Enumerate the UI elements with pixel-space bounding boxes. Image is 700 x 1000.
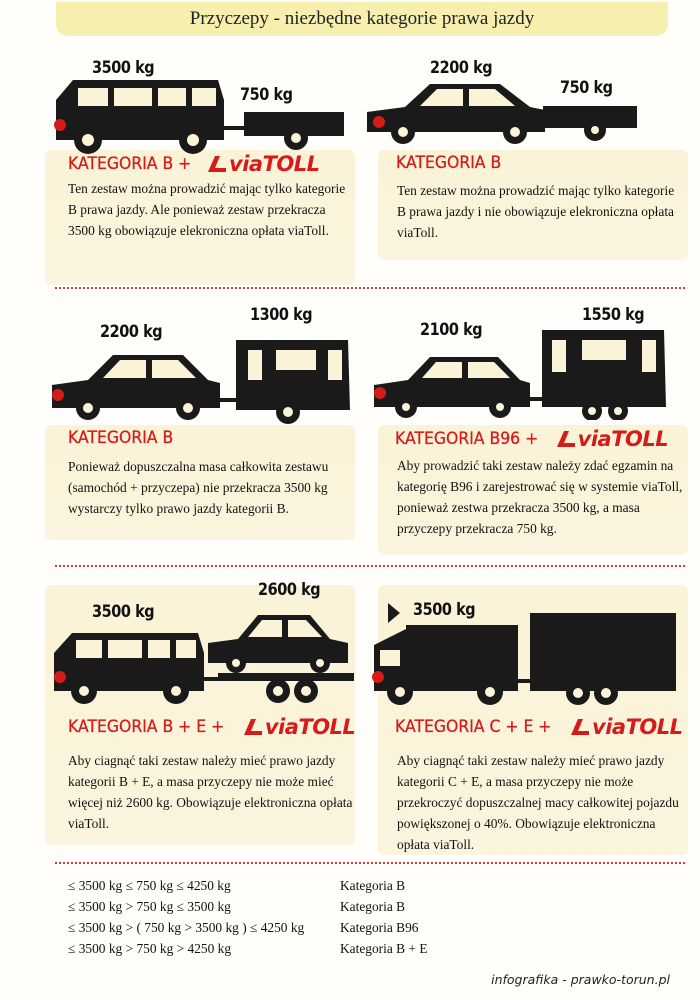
- summary-rule: ≤ 3500 kg > 750 kg > 4250 kg: [68, 941, 232, 956]
- vehicle-weight-label: 3500 kg: [92, 58, 155, 78]
- section-description: Ten zestaw można prowadzić mając tylko kategorie B prawa jazdy. Ale ponieważ zestaw przekracza 3500 kg obowiązuje elekroniczna opłata viaToll.: [68, 181, 346, 238]
- trailer-weight-label: 750 kg: [240, 85, 293, 105]
- vehicle-weight-label: 3500 kg: [92, 602, 155, 622]
- category-text: KATEGORIA B +: [68, 154, 192, 174]
- viatoll-arrow-icon: [206, 154, 228, 174]
- trailer-weight-label: 750 kg: [560, 78, 613, 98]
- viatoll-logo: viaTOLL: [242, 715, 356, 739]
- category-label: [68, 152, 320, 176]
- category-text: KATEGORIA B96 +: [395, 429, 539, 449]
- category-label: [68, 428, 182, 448]
- section-description: Aby ciagnąć taki zestaw należy mieć prawo jazdy kategorii B + E, a masa przyczepy nie może mieć więcej niż 2600 kg. Obowiązuje elektroniczna opłata viaToll.: [68, 753, 353, 831]
- viatoll-arrow-icon: [569, 717, 591, 737]
- viatoll-logo: viaTOLL: [555, 427, 669, 451]
- viatoll-logo: viaTOLL: [206, 152, 320, 176]
- summary-rule: ≤ 3500 kg > 750 kg ≤ 3500 kg: [68, 899, 231, 914]
- vehicle-weight-label: 2200 kg: [430, 58, 493, 78]
- category-label: [395, 427, 668, 451]
- category-text: KATEGORIA B + E +: [68, 717, 225, 737]
- summary-table: [68, 875, 488, 959]
- category-label: [396, 153, 510, 173]
- summary-category: Kategoria B: [340, 899, 406, 914]
- section-divider: [55, 287, 685, 289]
- viatoll-arrow-icon: [242, 717, 264, 737]
- vehicle-weight-label: 3500 kg: [413, 600, 476, 620]
- section-description: Aby prowadzić taki zestaw należy zdać egzamin na kategorię B96 i zarejestrować się w systemie viaToll, ponieważ zestwa przekracza 3500 kg, a masa przyczepy przekracza 750 kg.: [397, 458, 683, 536]
- summary-row: [68, 896, 488, 917]
- category-label: [68, 715, 355, 739]
- car-with-heavy-caravan-illustration: [370, 325, 670, 425]
- viatoll-logo: viaTOLL: [569, 715, 683, 739]
- summary-rule: ≤ 3500 kg > ( 750 kg > 3500 kg ) ≤ 4250 kg: [68, 920, 305, 935]
- summary-row: [68, 917, 488, 938]
- section-description: Aby ciagnąć taki zestaw należy mieć prawo jazdy kategorii C + E, a masa przyczepy nie może przekroczyć dopuszczalnej macy całkowitej pojazdu powiększonej o 40%. Obowiązuje elektroniczna opłata viaToll.: [397, 753, 679, 852]
- trailer-weight-label: 1550 kg: [582, 305, 645, 325]
- summary-row: [68, 875, 488, 896]
- vehicle-weight-label: 2100 kg: [420, 320, 483, 340]
- summary-category: Kategoria B96: [340, 920, 419, 935]
- summary-category: Kategoria B + E: [340, 941, 428, 956]
- vehicle-weight-label: 2200 kg: [100, 322, 163, 342]
- category-text: KATEGORIA B: [68, 428, 174, 448]
- trailer-weight-label: 1300 kg: [250, 305, 313, 325]
- category-text: KATEGORIA C + E +: [395, 717, 552, 737]
- section-description: Ponieważ dopuszczalna masa całkowita zestawu (samochód + przyczepa) nie przekracza 3500 kg wystarczy tylko prawo jazdy kategorii B.: [68, 459, 329, 516]
- trailer-weight-label: 2600 kg: [258, 580, 321, 600]
- section-divider: [55, 565, 685, 567]
- category-label: [395, 715, 683, 739]
- category-text: KATEGORIA B: [396, 153, 502, 173]
- summary-rule: ≤ 3500 kg ≤ 750 kg ≤ 4250 kg: [68, 878, 231, 893]
- page-title: Przyczepy - niezbędne kategorie prawa jazdy: [56, 2, 668, 36]
- summary-row: [68, 938, 488, 959]
- section-divider: [55, 862, 685, 864]
- credit-footer: infografika - prawko-torun.pl: [491, 972, 670, 987]
- section-description: Ten zestaw można prowadzić mając tylko kategorie B prawa jazdy i nie obowiązuje elekroniczna opłata viaToll.: [397, 183, 675, 240]
- summary-category: Kategoria B: [340, 878, 406, 893]
- viatoll-arrow-icon: [555, 429, 577, 449]
- car-with-caravan-illustration: [48, 330, 358, 430]
- van-with-light-trailer-illustration: [48, 70, 358, 160]
